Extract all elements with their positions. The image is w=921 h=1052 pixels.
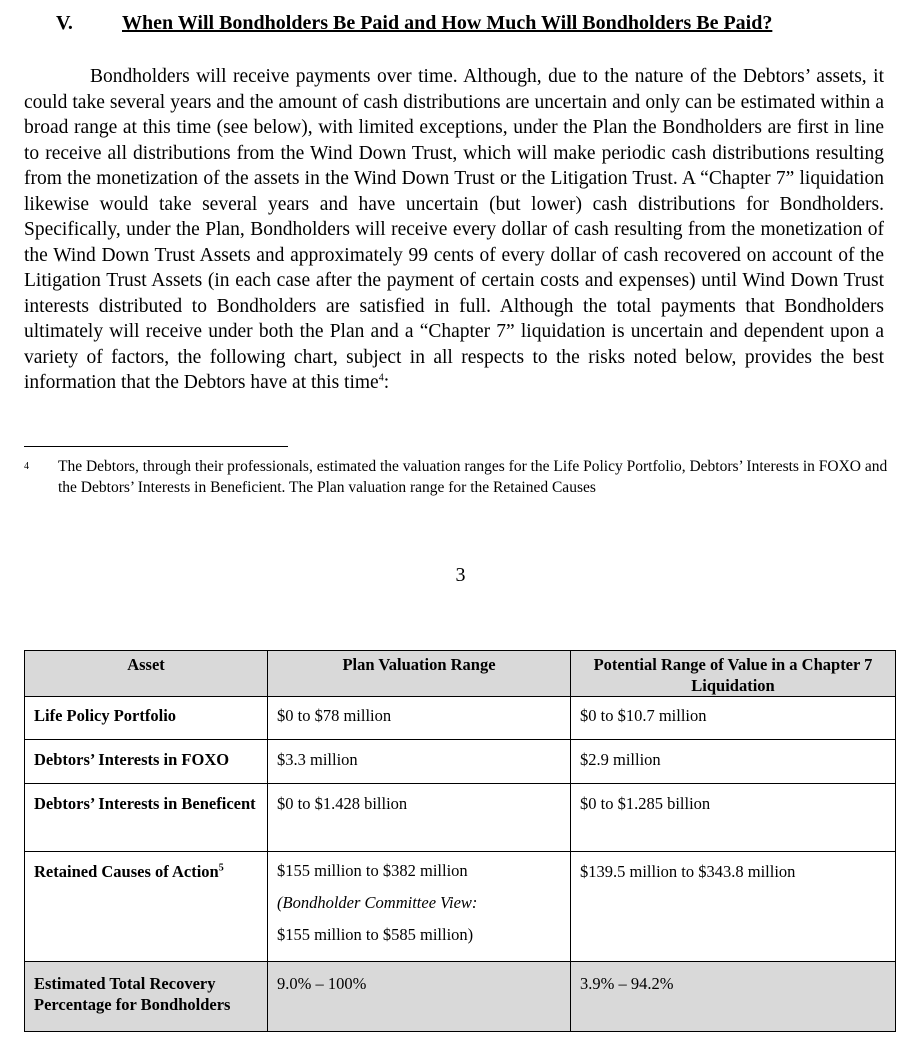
footnote-reference[interactable]: 4 [378,372,384,384]
asset-cell: Life Policy Portfolio [25,697,268,740]
plan-cell: $0 to $78 million [268,697,571,740]
paragraph-text: Bondholders will receive payments over time. Although, due to the nature of the Debtors’ assets, it could take several years and the amount of cash distributions are uncertain and only can be estimated within a broad range at this time (see below), with limited exceptions, under the Plan the Bondholders are first in line to receive all distributions from the Wind Down Trust, which will make periodic cash distributions resulting from the monetization of the assets in the Wind Down Trust or the Litigation Trust. A “Chapter 7” liquidation likewise would take several years and have uncertain (but lower) cash distributions for Bondholders. Specifically, under the Plan, Bondholders will receive every dollar of cash resulting from the monetization of the Wind Down Trust Assets and approximately 99 cents of every dollar of cash recovered on account of the Litigation Trust Assets (in each case after the payment of certain costs and expenses) until Wind Down Trust interests distributed to Bondholders are satisfied in full. Although the total payments that Bondholders ultimately will receive under both the Plan and a “Chapter 7” liquidation is uncertain and dependent upon a variety of factors, the following chart, subject in all respects to the risks noted below, provides the best information that the Debtors have at this time [24,66,884,393]
header-plan-valuation: Plan Valuation Range [268,651,571,697]
table-total-row [25,962,896,1032]
section-title: When Will Bondholders Be Paid and How Much Will Bondholders Be Paid? [122,12,773,34]
liquidation-cell: $0 to $1.285 billion [571,784,896,852]
header-asset: Asset [25,651,268,697]
table-row [25,697,896,740]
footnote-divider [24,446,288,447]
plan-cell: 9.0% – 100% [268,962,571,1032]
asset-cell: Debtors’ Interests in Beneficent [25,784,268,852]
table-header-row [25,651,896,697]
asset-cell [25,852,268,962]
table-row [25,852,896,962]
plan-range: $155 million to $382 million [277,861,468,880]
paragraph-end: : [383,372,390,393]
header-chapter7-value: Potential Range of Value in a Chapter 7 Liquidation [571,651,896,697]
liquidation-cell: $2.9 million [571,740,896,784]
footnote-number: 4 [24,461,29,472]
plan-cell: $3.3 million [268,740,571,784]
footnote-text: The Debtors, through their professionals, estimated the valuation ranges for the Life Policy Portfolio, Debtors’ Interests in FOXO and the Debtors’ Interests in Beneficient. The Plan valuation range for the Retained Causes [58,458,888,496]
footnote-reference[interactable]: 5 [218,862,224,874]
table-row [25,784,896,852]
recovery-table [24,650,896,1032]
plan-cell [268,852,571,962]
page-number: 3 [455,564,466,586]
asset-cell: Estimated Total Recovery Percentage for Bondholders [25,962,268,1032]
asset-cell: Debtors’ Interests in FOXO [25,740,268,784]
plan-cell: $0 to $1.428 billion [268,784,571,852]
liquidation-cell: $0 to $10.7 million [571,697,896,740]
asset-label: Retained Causes of Action [34,862,219,881]
committee-view-label: (Bondholder Committee View: [277,893,478,912]
committee-view-range: $155 million to $585 million) [277,925,474,944]
body-paragraph [24,64,884,396]
liquidation-cell: 3.9% – 94.2% [571,962,896,1032]
table-row [25,740,896,784]
liquidation-cell: $139.5 million to $343.8 million [571,852,896,962]
plan-cell-lines [277,855,561,951]
section-number: V. [56,12,73,34]
